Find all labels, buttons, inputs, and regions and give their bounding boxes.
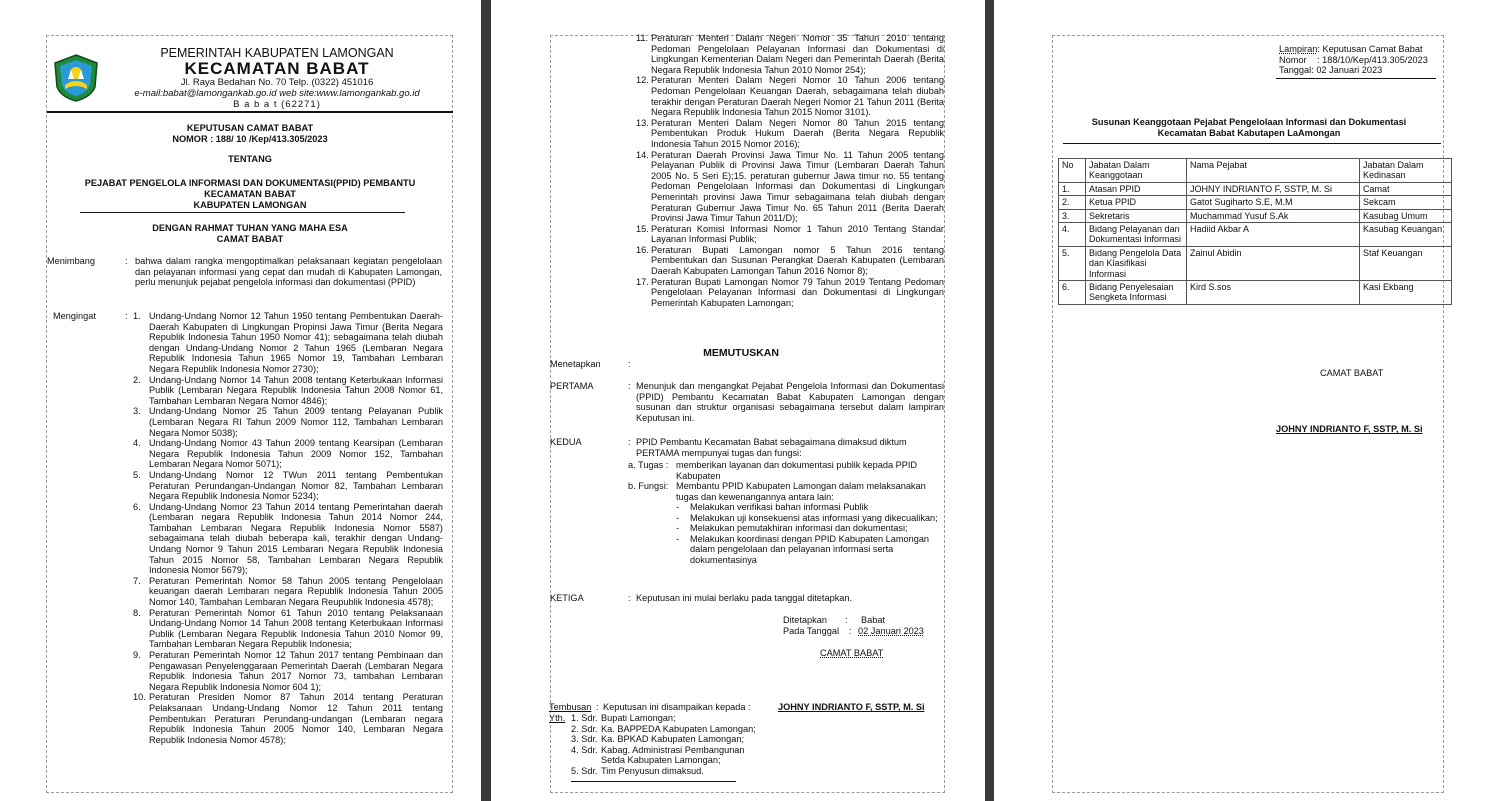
subject-line-1: PEJABAT PENGELOLA INFORMASI DAN DOKUMENTASI(PPID) PEMBANTU: [84, 178, 416, 188]
rahmat-line: DENGAN RAHMAT TUHAN YANG MAHA ESA: [152, 223, 348, 233]
table-cell: Hadiid Akbar A: [1187, 223, 1360, 247]
tugas-text: memberikan layanan dan dokumentasi publik kepada PPID Kabupaten: [676, 460, 918, 481]
appendix-title-line-1: Susunan Keanggotaan Pejabat Pengelolaan Informasi dan Dokumentasi: [1091, 117, 1407, 127]
fungsi-text: Membantu PPID Kabupaten Lamongan dalam melaksanakan tugas dan kewenangannya antara lain:: [676, 481, 926, 502]
lampiran-colon: :: [1317, 44, 1320, 54]
mengingat-label: Mengingat: [53, 311, 96, 321]
decree-title: KEPUTUSAN CAMAT BABAT: [186, 123, 314, 133]
table-cell: Kird S.sos: [1187, 281, 1360, 305]
table-cell: Kasi Ekbang: [1360, 281, 1452, 305]
list-item: 1. Sdr. Bupati Lamongan;: [571, 713, 676, 723]
menimbang-text: bahwa dalam rangka mengoptimalkan pelaksanaan kegiatan pengelolaan dan pelayanan informasi yang cepat dan mudah di Kabupaten Lamongan, perlu menunjuk pejabat pengelola informasi dan dokumentasi (PPID): [135, 256, 442, 288]
table-cell: 2.: [1059, 196, 1086, 209]
mengingat-colon: :: [125, 311, 128, 321]
lamongan-emblem-logo: [51, 53, 101, 103]
header-cell: Nama Pejabat: [1187, 159, 1360, 183]
list-item: - Melakukan pemutakhiran informasi dan dokumentasi;: [676, 523, 908, 534]
list-item: 9. Peraturan Pemerintah Nomor 12 Tahun 2017 tentang Pembinaan dan Pengawasan Penyelenggaraan Pemerintah Daerah (Lembaran Negara Republik Indonesia Tahun 2017 Nomor 73, tambahan Lembaran Negara Republik Indonesia Nomor 604 1);: [133, 650, 443, 692]
list-item: 5. Undang-Undang Nomor 12 TWun 2011 tentang Pembentukan Peraturan Perundangan-Undangan Nomor 82, Tambahan Lembaran Negara Republik Indonesia Nomor 5234);: [133, 469, 443, 502]
subject-rule: [80, 212, 405, 213]
table-cell: Kasubag Umum: [1360, 209, 1452, 222]
list-item: 1. Undang-Undang Nomor 12 Tahun 1950 tentang Pembentukan Daerah-Daerah Kabupaten di Lingkungan Propinsi Jawa Timur (Berita Negara Republik Indonesia Tahun 1950 Nomor 41); sebagaimana telah diubah dengan Undang-Undang Nomor 2 Tahun 1965 (Lembaran Negara Republik Indonesia Tahun 1965 Nomor 19, Tambahan Lembaran Negara Republik Indonesia Nomor 2730);: [133, 311, 443, 374]
nomor-row: [1279, 55, 1449, 66]
menimbang-colon: :: [125, 256, 128, 266]
header-cell: Jabatan Dalam Kedinasan: [1360, 159, 1452, 183]
letterhead-rule: [47, 111, 453, 113]
table-row: [1059, 246, 1452, 280]
table-row: [1059, 196, 1452, 209]
list-item: 5. Sdr. Tim Penyusun dimaksud.: [571, 765, 704, 776]
table-cell: Muchammad Yusuf S.Ak: [1187, 209, 1360, 222]
ketiga-label: KETIGA: [550, 593, 584, 603]
list-item: 7. Peraturan Pemerintah Nomor 58 Tahun 2005 tentang Pengelolaan keuangan daerah Lembaran negara Republik Indonesia Tahun 2005 Nomor 140, Tambahan Lembaran Negara Reupublik Indonesia 4578);: [133, 575, 443, 608]
tembusan-list: [571, 713, 791, 777]
nomor-label: Nomor: [1279, 54, 1307, 65]
fungsi-label: b. Fungsi:: [628, 481, 669, 491]
page-margin-frame: [1052, 35, 1444, 793]
letterhead-district: KECAMATAN BABAT: [184, 59, 370, 78]
kedua-label: KEDUA: [550, 437, 582, 447]
table-header-row: [1059, 159, 1452, 183]
list-item: 4. Undang-Undang Nomor 43 Tahun 2009 tentang Kearsipan (Lembaran Negara Republik Indonesia Tahun 2009 Nomor 152, Tambahan Lembaran Negara Nomor 5071);: [133, 438, 443, 470]
lampiran-block: [1279, 44, 1449, 76]
list-item: - Melakukan uji konsekuensi atas informasi yang dikecualikan;: [676, 512, 938, 523]
tanggal-colon: :: [1311, 65, 1314, 76]
header-cell: Jabatan Dalam Keanggotaan: [1086, 159, 1187, 183]
list-item: 8. Peraturan Pemerintah Nomor 61 Tahun 2010 tentang Pelaksanaan Undang-Undang Nomor 14 Tahun 2008 tentang Keterbukaan Informasi Publik (Lembaran Negara Republik Indonesia Tahun 2010 Nomor 99, Tambahan Lembaran Negara Republik Indonesia;: [133, 607, 443, 650]
ditetapkan-label: Ditetapkan: [783, 615, 827, 625]
list-item: 15. Peraturan Komisi Informasi Nomor 1 Tahun 2010 Tentang Standar Layanan Informasi Publik;: [636, 223, 944, 245]
tanggal-label: Pada Tanggal: [783, 626, 840, 636]
tembusan-colon: :: [596, 702, 599, 712]
table-cell: 6.: [1059, 281, 1086, 305]
document-page-2: [491, 0, 985, 801]
pertama-colon: :: [628, 381, 631, 391]
list-item: 10. Peraturan Presiden Nomor 87 Tahun 2014 tentang Peraturan Pelaksanaan Undang-Undang Nomor 12 Tahun 2011 tentang Pembentukan Peraturan Perundang-undangan (Lembaran negara Republik Indonesia Tahun 2005 Nomor 140, Lembaran Negara Republik Indonesia Nomor 4578);: [133, 692, 443, 745]
menimbang-label: Menimbang: [47, 256, 96, 266]
table-row: [1059, 281, 1452, 305]
list-item: 14. Peraturan Daerah Provinsi Jawa Timur No. 11 Tahun 2005 tentang Pelayanan Publik di Provinsi Jawa Timur (Lembaran Daerah Tahun 2005 No. 5 Seri E);15. peraturan gubernur Jawa timur no. 55 tentang Pedoman Pengelolaan Informasi dan Dokumentasi di Lingkungan Pemerintah provinsi Jawa Timur sebagaimana telah diubah dengan Peraturan Gubernur Jawa Timur No. 65 Tahun 2011 (Berita Daerah Provinsi Jawa Timur Tahun 2011/D);: [636, 149, 944, 224]
tanggal-colon: :: [849, 626, 852, 636]
table-cell: Ketua PPID: [1086, 196, 1187, 209]
nomor-colon: :: [1317, 54, 1320, 65]
tembusan-yth: Yth.: [549, 713, 566, 723]
ketiga-text: Keputusan ini mulai berlaku pada tanggal ditetapkan.: [636, 593, 853, 603]
list-item: 2. Sdr. Ka. BAPPEDA Kabupaten Lamongan;: [571, 723, 756, 734]
table-cell: 4.: [1059, 223, 1086, 247]
lampiran-rule: [1276, 78, 1436, 79]
page-separator: [481, 0, 491, 801]
table-cell: Sekcam: [1360, 196, 1452, 209]
letterhead-government: PEMERINTAH KABUPATEN LAMONGAN: [160, 46, 394, 60]
memutuskan-heading: MEMUTUSKAN: [703, 347, 779, 359]
list-item: 16. Peraturan Bupati Lamongan nomor 5 Tahun 2016 tentang Pembentukan dan Susunan Perangkat Daerah Kabupaten (Lembaran Daerah Kabupaten Lamongan Tahun 2016 Nomor 8);: [636, 244, 944, 277]
nomor-value: 188/10/Kep/413.305/2023: [1322, 54, 1428, 65]
list-item: 3. Undang-Undang Nomor 25 Tahun 2009 tentang Pelayanan Publik (Lembaran Negara RI Tahun 2009 Nomor 112, Tambahan Lembaran Negara Nomor 5038);: [133, 406, 443, 438]
list-item: 17. Peraturan Bupati Lamongan Nomor 79 Tahun 2019 Tentang Pedoman Pengelolaan Pelayanan Informasi dan Dokumentasi di Lingkungan Pemerintah Kabupaten Lamongan;: [636, 276, 944, 308]
table-cell: Bidang Penyelesaian Sengketa Informasi: [1086, 281, 1187, 305]
kedua-text: PPID Pembantu Kecamatan Babat sebagaimana dimaksud diktum PERTAMA mempunyai tugas dan fungsi:: [636, 437, 907, 458]
decree-number: NOMOR : 188/ 10 /Kep/413.305/2023: [172, 134, 328, 144]
letterhead-city: B a b a t (62271): [233, 99, 321, 110]
camat-signature-title: CAMAT BABAT: [1320, 368, 1384, 378]
list-item: 6. Undang-Undang Nomor 23 Tahun 2014 tentang Pemerintahan daerah (Lembaran negara Republik Indonesia Tahun 2014 Nomor 244, Tambahan Lembaran Negara Republik Indonesia Nomor 5587) sebagaimana telah diubah beberapa kali, terakhir dengan Undang-Undang Nomor 9 Tahun 2015 Lembaran Negara Republik Indonesia Tahun 2015 Nomor 58, Tambahan Lembaran Negara Republik Indonesia Nomor 5679);: [133, 501, 443, 576]
ketiga-colon: :: [628, 593, 631, 603]
fungsi-list: [676, 502, 944, 566]
table-cell: 3.: [1059, 209, 1086, 222]
table-cell: Atasan PPID: [1086, 182, 1187, 195]
mengingat-list: [133, 311, 443, 745]
table-cell: Bidang Pelayanan dan Dokumentasi Informasi: [1086, 223, 1187, 247]
table-cell: Bidang Pengelola Data dan Klasifikasi Informasi: [1086, 246, 1187, 280]
document-page-3: [994, 0, 1485, 801]
tanggal-value: 02 Januari 2023: [1316, 65, 1383, 76]
table-cell: JOHNY INDRIANTO F, SSTP, M. Si: [1187, 182, 1360, 195]
tembusan-intro: Keputusan ini disampaikan kepada :: [603, 702, 751, 712]
menetapkan-colon: :: [628, 359, 631, 369]
table-row: [1059, 182, 1452, 195]
letterhead-address: Jl. Raya Bedahan No. 70 Telp. (0322) 451016: [180, 77, 374, 88]
letterhead: [108, 47, 446, 110]
table-cell: 1.: [1059, 182, 1086, 195]
subject-line-3: KABUPATEN LAMONGAN: [193, 200, 307, 210]
tembusan-rule: [571, 781, 736, 782]
list-item: 12. Peraturan Menteri Dalam Negeri Nomor 10 Tahun 2006 tentang Pedoman Pengelolaan Keuangan Daerah, sebagaimana telah diubah terakhir dengan Peraturan Daerah Negeri Nomor 21 Tahun 2011 (Berita Negara Republik Indonesia Tahun 2015 Nomor 3101).: [636, 75, 944, 118]
tanggal-value: 02 Januari 2023: [858, 626, 924, 636]
menetapkan-label: Menetapkan: [550, 359, 601, 369]
list-item: 11. Peraturan Menteri Dalam Negeri Nomor 35 Tahun 2010 tentang Pedoman Pengelolaan Pelayanan Informasi dan Dokumentasi di Lingkungan Kementerian Dalam Negeri dan Pemerintah Daerah (Berita Negara Republik Indonesia Tahun 2010 Nomor 254);: [636, 33, 944, 75]
list-item: - Melakukan koordinasi dengan PPID Kabupaten Lamongan dalam pengelolaan dan pelayanan informasi serta dokumentasinya: [676, 533, 930, 565]
letterhead-email-website: e-mail:babat@lamongankab.go.id web site:www.lamongankab.go.id: [134, 88, 420, 99]
tugas-label: a. Tugas :: [628, 460, 669, 470]
signer-name: JOHNY INDRIANTO F, SSTP, M. Si: [1276, 424, 1423, 434]
table-cell: Sekretaris: [1086, 209, 1187, 222]
table-cell: 5.: [1059, 246, 1086, 280]
table-cell: Gatot Sugiharto S.E, M.M: [1187, 196, 1360, 209]
list-item: 13. Peraturan Menteri Dalam Negeri Nomor 80 Tahun 2015 tentang Pembentukan Produk Hukum Daerah (Berita Negara Republik Indonesia Tahun 2015 Nomor 2016);: [636, 117, 944, 149]
signer-name: JOHNY INDRIANTO F, SSTP, M. Si: [778, 702, 925, 712]
table-cell: Zainul Abidin: [1187, 246, 1360, 280]
ditetapkan-colon: :: [845, 615, 848, 625]
table-row: [1059, 209, 1452, 222]
table-row: [1059, 223, 1452, 247]
lampiran-label: Lampiran: [1279, 44, 1318, 54]
tanggal-row: [1279, 65, 1449, 76]
ditetapkan-value: Babat: [861, 615, 886, 625]
pertama-label: PERTAMA: [550, 381, 594, 391]
camat-signature-title: CAMAT BABAT: [820, 648, 884, 658]
list-item: 3. Sdr. Ka. BPKAD Kabupaten Lamongan;: [571, 734, 745, 745]
pertama-text: Menunjuk dan mengangkat Pejabat Pengelola Informasi dan Dokumentasi (PPID) Pembantu Kecamatan Babat Kabupaten Lamongan dengan susunan dan struktur organisasi sebagaimana tersebut dalam lampiran Keputusan ini.: [636, 381, 944, 423]
lampiran-value: Keputusan Camat Babat: [1322, 44, 1423, 54]
table-cell: Kasubag Keuangan: [1360, 223, 1452, 247]
table-cell: Staf Keuangan: [1360, 246, 1452, 280]
tembusan-label: Tembusan: [549, 702, 592, 712]
mengingat-list-continued: [636, 33, 944, 308]
list-item: 2. Undang-Undang Nomor 14 Tahun 2008 tentang Keterbukaan Informasi Publik (Lembaran Negara Republik Indonesia Tahun 2008 Nomor 61, Tambahan Lembaran Negara Nomor 4846);: [133, 374, 443, 406]
list-item: 4. Sdr. Kabag. Administrasi Pembangunan Setda Kabupaten Lamongan;: [571, 744, 745, 766]
appendix-title-rule: [1063, 143, 1441, 144]
header-cell: No: [1059, 159, 1086, 183]
document-page-1: [0, 0, 481, 801]
lampiran-row: [1279, 44, 1449, 55]
table-cell: Camat: [1360, 182, 1452, 195]
list-item: - Melakukan verifikasi bahan informasi Publik: [676, 502, 869, 512]
subject-line-2: KECAMATAN BABAT: [204, 189, 296, 199]
tanggal-label: Tanggal: [1279, 65, 1312, 76]
appendix-title-line-2: Kecamatan Babat Kabutapen LaAmongan: [1157, 128, 1341, 138]
tentang-heading: TENTANG: [228, 154, 272, 164]
page-separator: [985, 0, 994, 801]
kedua-colon: :: [628, 437, 631, 447]
camat-heading: CAMAT BABAT: [216, 234, 284, 244]
membership-table: [1058, 158, 1452, 305]
